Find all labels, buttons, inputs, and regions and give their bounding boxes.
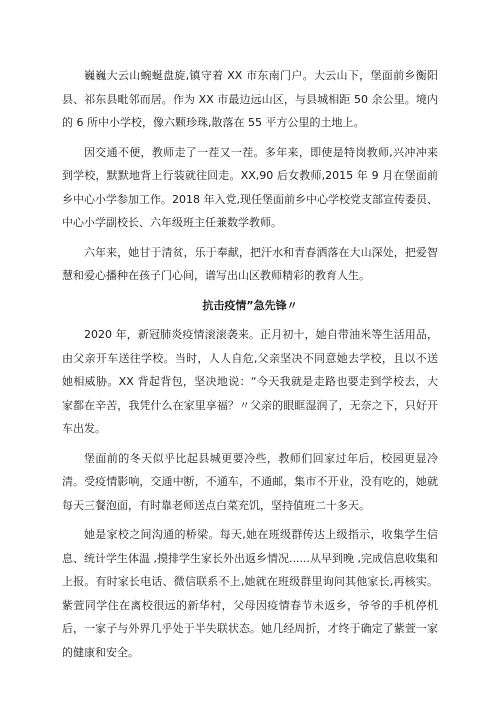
section-heading: 抗击疫情”急先锋〃 [202,298,298,312]
paragraph-intro: 巍巍大云山蜿蜒盘旋,镇守着 XX 市东南门户。大云山下，堡面前乡衡阳县、祁东县毗邻而居。作为 XX 市最边远山区，与县城相距 50 余公里。境内的 6 所中小学校，像六颗珍珠,散落在 55 平方公里的土地上。 [62,69,438,129]
paragraph-background: 因交通不便，教师走了一茬又一茬。多年来，即使是特岗教师,兴冲冲来到学校，默默地背上行装就往回走。XX,90 后女教师,2015 年 9 月在堡面前乡中心小学参加工作。2018 年入党,现任堡面前乡中心学校党支部宣传委员、中心小学副校长、六年级班主任兼数学教师。 [62,145,438,229]
paragraph-home-school-bridge: 她是家校之间沟通的桥梁。每天,她在班级群传达上级指示，收集学生信息、统计学生体温 ,摸排学生家长外出返乡情况......从早到晚 ,完成信息收集和上报。有时家长电话、微信联系不上,她就在班级群里询问其他家长,再核实。紫萱同学住在离校很远的新华村，父母因疫情春节未返乡，爷爷的手机停机后，一家子与外界几乎处于半失联状态。她几经周折，才终于确定了紫萱一家的健康和安全。 [62,528,438,659]
paragraph-winter-duty: 堡面前的冬天似乎比起县城更要冷些，教师们回家过年后，校园更显冷清。受疫情影响，交通中断，不通车，不通邮，集市不开业，没有吃的，她就每天三餐泡面，有时靠老师送点白菜充饥，坚持值班二十多天。 [62,451,438,512]
paragraph-dedication: 六年来，她甘于清贫，乐于奉献，把汗水和青春洒落在大山深处，把爱智慧和爱心播种在孩子门心间，谱写出山区教师精彩的教育人生。 [62,245,438,282]
paragraph-epidemic-start: 2020 年，新冠肺炎疫情滚滚袭来。正月初十，她自带油米等生活用品，由父亲开车送往学校。当时，人人自危,父亲坚决不同意她去学校，且以不送她相威胁。XX 背起背包，坚决地说：“今天我就是走路也要走到学校去，大家都在辛苦，我凭什么在家里享福？〃父亲的眼眶湿润了，无奈之下，只好开车出发。 [62,328,438,435]
